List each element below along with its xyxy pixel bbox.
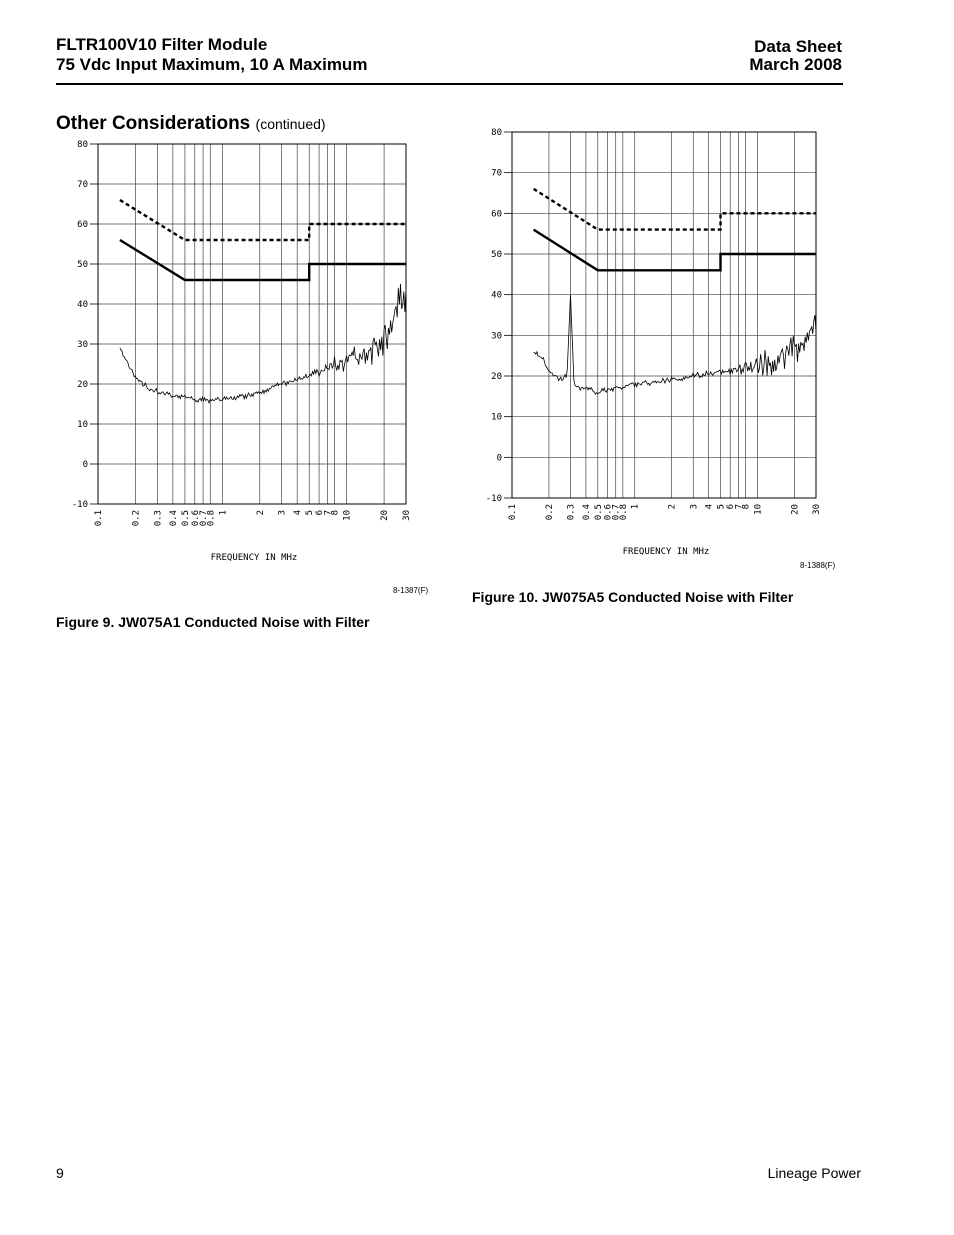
x-tick-label: 20 [380, 510, 391, 521]
x-axis-label: FREQUENCY IN MHz [210, 553, 298, 563]
figure-10-chart [470, 120, 840, 560]
x-tick-label: 6 [315, 510, 326, 516]
x-tick-label: 10 [342, 510, 353, 521]
y-tick-label: -10 [485, 494, 502, 504]
x-tick-label: 4 [704, 504, 715, 510]
x-tick-label: 0.3 [566, 504, 577, 521]
figure-10-id: 8-1388(F) [800, 561, 836, 570]
x-tick-label: 0.5 [180, 510, 191, 527]
x-tick-label: 0.7 [199, 510, 210, 527]
y-tick-label: 50 [77, 260, 88, 270]
document-date: March 2008 [749, 55, 842, 74]
y-tick-label: 10 [77, 420, 88, 430]
x-tick-label: 20 [790, 504, 801, 515]
x-tick-label: 30 [402, 510, 412, 521]
quasi-peak-limit-line [534, 189, 816, 230]
x-tick-label: 5 [305, 510, 316, 516]
y-tick-label: 30 [491, 331, 502, 342]
plot-frame [512, 132, 816, 498]
y-tick-label: 80 [77, 140, 88, 150]
header-rule [56, 83, 843, 85]
x-tick-label: 0.2 [544, 504, 555, 521]
y-tick-label: 0 [496, 453, 502, 464]
x-tick-label: 30 [812, 504, 822, 515]
y-tick-label: 70 [77, 180, 88, 190]
y-tick-label: 10 [491, 412, 502, 423]
y-tick-label: 40 [77, 300, 88, 310]
y-tick-label: 60 [77, 220, 88, 230]
x-tick-label: 2 [255, 510, 266, 516]
section-title: Other Considerations [56, 113, 251, 134]
y-tick-label: -10 [71, 500, 88, 510]
figure-10-caption: Figure 10. JW075A5 Conducted Noise with Filter [472, 589, 794, 605]
x-tick-label: 1 [218, 510, 229, 516]
x-tick-label: 0.8 [206, 510, 217, 527]
x-tick-label: 0.1 [508, 504, 518, 521]
x-tick-label: 0.6 [190, 510, 201, 527]
y-tick-label: 20 [491, 372, 502, 382]
y-tick-label: 20 [77, 380, 88, 390]
x-tick-label: 0.4 [581, 504, 592, 521]
x-tick-label: 0.2 [131, 510, 142, 527]
document-type: Data Sheet [754, 37, 842, 56]
x-tick-label: 8 [741, 504, 752, 510]
y-tick-label: 0 [82, 460, 88, 470]
y-tick-label: 40 [491, 290, 502, 301]
x-tick-label: 8 [330, 510, 341, 516]
x-tick-label: 0.1 [94, 510, 104, 527]
x-tick-label: 6 [726, 504, 737, 510]
y-tick-label: 80 [491, 128, 502, 138]
noise-trace [534, 295, 816, 394]
x-tick-label: 0.3 [153, 510, 164, 527]
x-tick-label: 3 [689, 504, 700, 510]
x-tick-label: 7 [323, 510, 334, 516]
y-tick-label: 70 [491, 168, 502, 179]
x-tick-label: 3 [277, 510, 288, 516]
figure-9-caption: Figure 9. JW075A1 Conducted Noise with Filter [56, 614, 370, 630]
section-qualifier: (continued) [255, 116, 326, 132]
document-subtitle: 75 Vdc Input Maximum, 10 A Maximum [56, 55, 368, 74]
x-tick-label: 0.8 [618, 504, 629, 521]
page-number: 9 [56, 1165, 64, 1181]
x-tick-label: 10 [753, 504, 764, 515]
quasi-peak-limit-line [120, 200, 406, 240]
x-tick-label: 0.7 [611, 504, 622, 521]
x-tick-label: 0.5 [593, 504, 604, 521]
figure-9-id: 8-1387(F) [393, 586, 429, 595]
y-tick-label: 30 [77, 340, 88, 350]
x-tick-label: 0.4 [168, 510, 179, 527]
average-limit-line [120, 240, 406, 280]
figure-9-chart [56, 132, 426, 572]
x-axis-label: FREQUENCY IN MHz [622, 547, 710, 557]
x-tick-label: 2 [667, 504, 678, 510]
noise-trace [120, 284, 406, 403]
plot-frame [98, 144, 406, 504]
y-tick-label: 60 [491, 209, 502, 220]
x-tick-label: 1 [630, 504, 641, 510]
y-tick-label: 50 [491, 250, 502, 260]
x-tick-label: 0.6 [603, 504, 614, 521]
average-limit-line [534, 230, 816, 271]
x-tick-label: 5 [716, 504, 727, 510]
x-tick-label: 4 [293, 510, 304, 516]
x-tick-label: 7 [734, 504, 745, 510]
company-name: Lineage Power [767, 1165, 861, 1181]
document-title: FLTR100V10 Filter Module [56, 35, 268, 54]
